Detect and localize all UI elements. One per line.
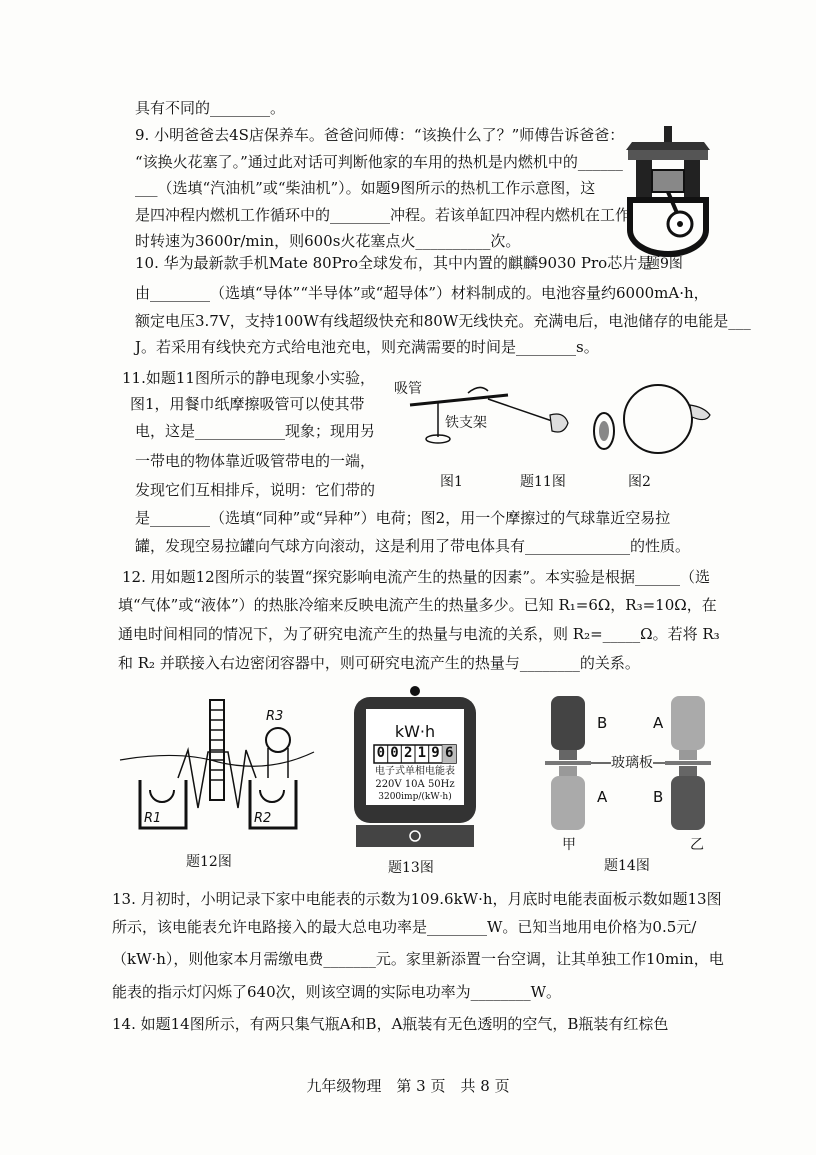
text-line: 罐，发现空易拉罐向气球方向滚动，这是利用了带电体具有______________的性质。 <box>135 537 691 555</box>
figure-14-bottles <box>545 688 725 833</box>
text-line: 能表的指示灯闪烁了640次，则该空调的实际电功率为________W。 <box>112 983 562 1001</box>
meter-digit: 0 <box>390 745 399 761</box>
text-line: 由________（选填“导体”“半导体”或“超导体”）材料制成的。电池容量约6000mA·h， <box>135 284 709 302</box>
figure-13-meter <box>350 685 480 850</box>
text-line: 是________（选填“同种”或“异种”）电荷；图2，用一个摩擦过的气球靠近空易拉 <box>135 509 671 527</box>
question-10-line: 10. 华为最新款手机Mate 80Pro全球发布，其中内置的麒麟9030 Pro芯片是 <box>135 254 653 272</box>
meter-digit: 9 <box>431 745 440 761</box>
text-line: 电，这是____________现象；现用另 <box>135 422 376 440</box>
figure-9-caption: 题9图 <box>646 256 683 272</box>
label-r1: R1 <box>144 811 162 826</box>
text-line: 填“气体”或“液体”）的热胀冷缩来反映电流产生的热量多少。已知 R₁=6Ω，R₃=10Ω，在 <box>118 596 717 614</box>
text-line: （kW·h），则他家本月需缴电费_______元。家里新添置一台空调，让其单独工作10min，电 <box>112 950 724 968</box>
text-line: ___（选填“汽油机”或“柴油机”）。如题9图所示的热机工作示意图，这 <box>135 179 596 197</box>
text-line: 额定电压3.7V，支持100W有线超级快充和80W无线快充。充满电后，电池储存的电能是___ <box>135 312 751 330</box>
meter-name: 电子式单相电能表 <box>375 766 455 777</box>
figure-13-caption: 题13图 <box>388 860 434 876</box>
text-line: 是四冲程内燃机工作循环中的________冲程。若该单缸四冲程内燃机在工作 <box>135 206 631 224</box>
label-straw: 吸管 <box>394 381 422 397</box>
text-line: 时转速为3600r/min，则600s火花塞点火__________次。 <box>135 232 521 250</box>
meter-digit-decimal: 6 <box>444 745 454 761</box>
meter-imp: 3200imp/(kW·h) <box>378 792 452 802</box>
label-r2: R2 <box>254 811 272 826</box>
figure-11 <box>390 375 720 475</box>
meter-digit: 1 <box>417 745 427 761</box>
text-line: 发现它们互相排斥，说明：它们带的 <box>135 481 376 499</box>
label-r3: R3 <box>266 709 284 724</box>
meter-unit: kW·h <box>394 722 436 741</box>
meter-digit: 0 <box>376 745 386 761</box>
figure-14-caption: 题14图 <box>604 858 650 874</box>
question-9-line: 9. 小明爸爸去4S店保养车。爸爸问师傅：“该换什么了？”师傅告诉爸爸： <box>135 126 625 144</box>
text-line: 图1，用餐巾纸摩擦吸管可以使其带 <box>130 395 365 413</box>
label-glass-plate: 玻璃板 <box>611 755 653 771</box>
figure-14-yi: 乙 <box>690 837 704 853</box>
label-left-bottom: A <box>597 788 608 806</box>
label-left-top: B <box>597 714 608 732</box>
question-12-line: 12. 用如题12图所示的装置“探究影响电流产生的热量的因素”。本实验是根据______（选 <box>122 568 711 586</box>
text-line: 所示，该电能表允许电路接入的最大总电功率是________W。已知当地用电价格为0.5元/ <box>112 918 697 936</box>
text-line: 一带电的物体靠近吸管带电的一端， <box>135 452 376 470</box>
text-line: 和 R₂ 并联接入右边密闭容器中，则可研究电流产生的热量与________的关系。 <box>118 654 640 672</box>
text-line: 具有不同的________。 <box>135 99 286 117</box>
question-14-line: 14. 如题14图所示，有两只集气瓶A和B，A瓶装有无色透明的空气，B瓶装有红棕色 <box>112 1015 669 1033</box>
label-right-bottom: B <box>653 788 664 806</box>
question-11-line: 11.如题11图所示的静电现象小实验， <box>122 369 375 387</box>
label-stand: 铁支架 <box>445 415 487 431</box>
label-right-top: A <box>653 714 664 732</box>
figure-14-jia: 甲 <box>562 837 576 853</box>
text-line: J。若采用有线快充方式给电池充电，则充满需要的时间是________s。 <box>135 338 599 356</box>
meter-digit: 2 <box>403 745 413 761</box>
figure-12-apparatus <box>118 690 318 840</box>
question-13-line: 13. 月初时，小明记录下家中电能表的示数为109.6kW·h，月底时电能表面板示数如题13图 <box>112 890 722 908</box>
page-footer: 九年级物理 第 3 页 共 8 页 <box>306 1077 510 1095</box>
text-line: “该换火花塞了。”通过此对话可判断他家的车用的热机是内燃机中的______ <box>135 153 623 171</box>
figure-12-caption: 题12图 <box>186 854 232 870</box>
meter-spec: 220V 10A 50Hz <box>375 779 455 790</box>
figure-11-sub2: 图2 <box>628 474 651 490</box>
figure-11-caption: 题11图 <box>520 474 566 490</box>
text-line: 通电时间相同的情况下，为了研究电流产生的热量与电流的关系，则 R₂=_____Ω。若将 R₃ <box>118 625 720 643</box>
figure-9-engine <box>618 120 718 260</box>
figure-11-sub1: 图1 <box>440 474 463 490</box>
